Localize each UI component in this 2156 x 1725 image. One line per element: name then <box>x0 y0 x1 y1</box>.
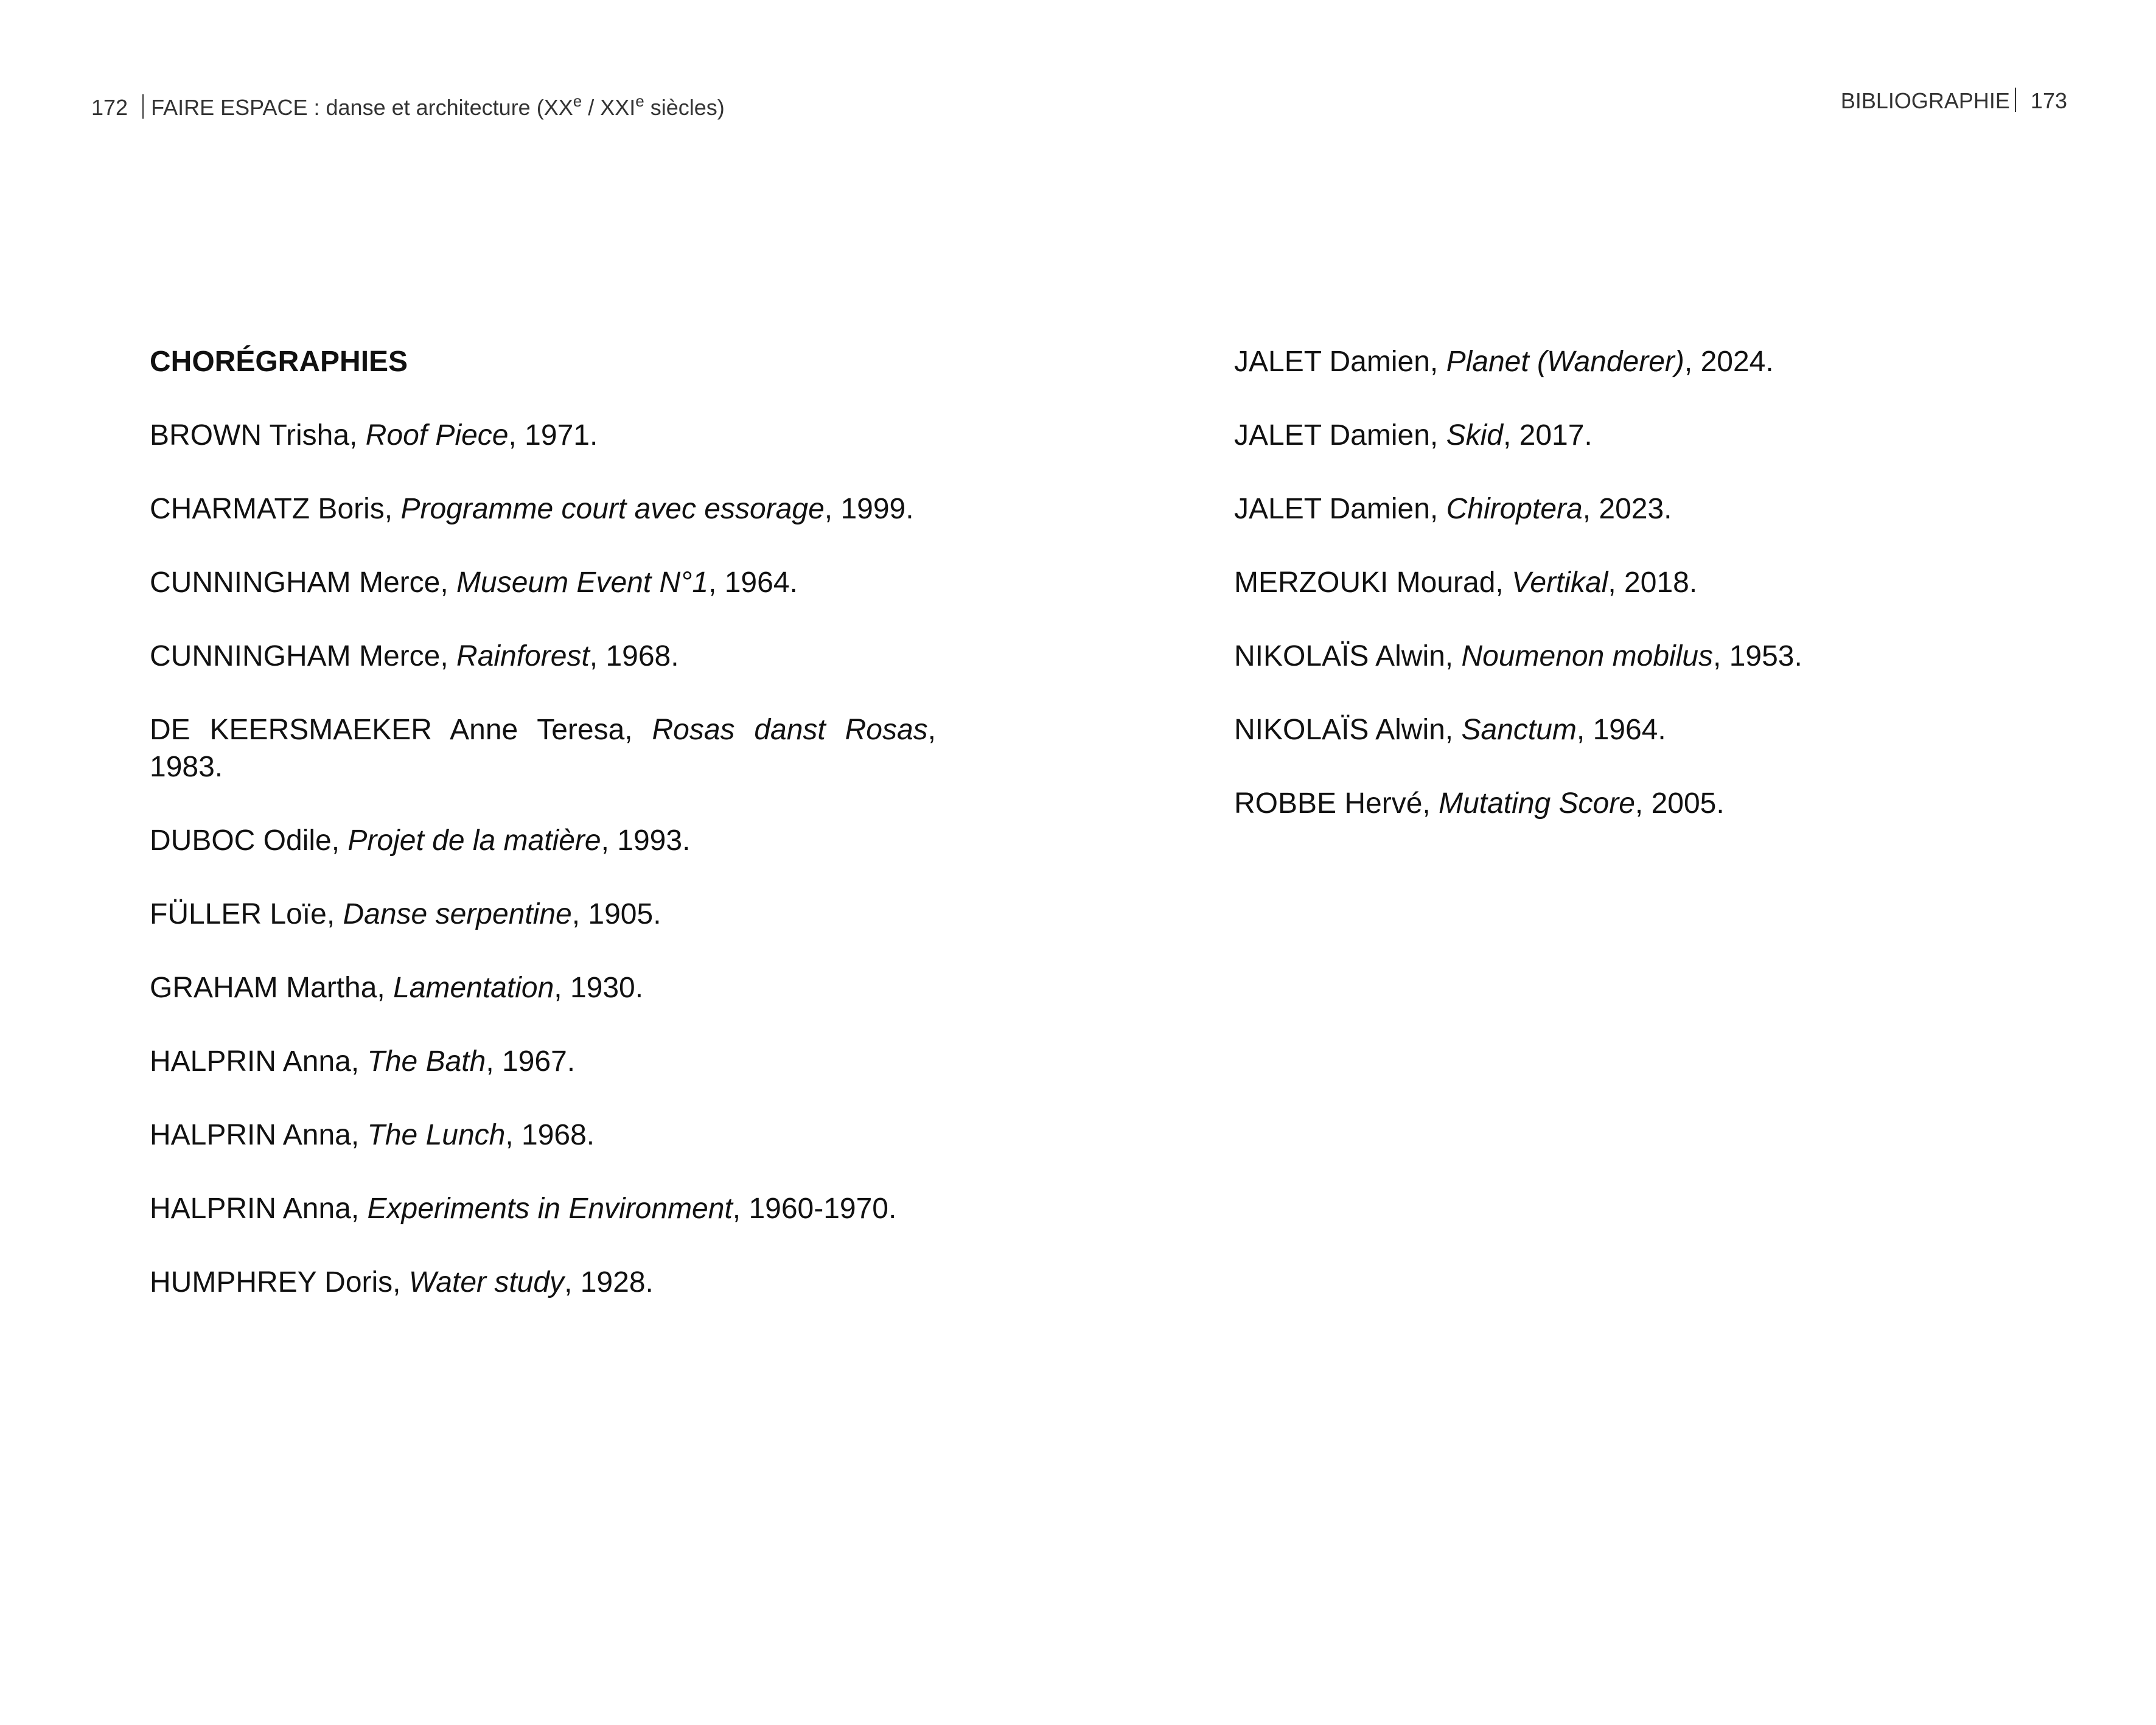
entry-author: GRAHAM Martha, <box>150 972 394 1004</box>
bibliography-entry <box>150 969 936 1006</box>
entry-date: , 2024. <box>1684 346 1774 378</box>
entry-date: , 1967. <box>486 1045 576 1078</box>
entry-author: MERZOUKI Mourad, <box>1234 566 1512 599</box>
left-bibliography-list <box>150 417 936 1301</box>
entry-title: Programme court avec essorage <box>400 493 825 525</box>
entry-title: Rosas danst Rosas <box>652 714 928 746</box>
entry-date: , 2023. <box>1582 493 1672 525</box>
section-title: CHORÉGRAPHIES <box>150 346 408 378</box>
entry-title: Mutating Score <box>1439 787 1635 820</box>
entry-author: HUMPHREY Doris, <box>150 1266 409 1298</box>
entry-author: ROBBE Hervé, <box>1234 787 1439 820</box>
book-title: FAIRE ESPACE : danse et architecture (XXe / XXIe siècles) <box>151 92 725 120</box>
entry-author: FÜLLER Loïe, <box>150 898 343 930</box>
entry-title: Projet de la matière <box>347 824 601 857</box>
entry-date: , 2018. <box>1608 566 1698 599</box>
entry-date: , 1971. <box>508 419 598 451</box>
bibliography-entry <box>150 1264 936 1301</box>
bibliography-entry <box>1234 564 2037 601</box>
entry-date: , 1928. <box>564 1266 654 1298</box>
entry-date: , 1953. <box>1713 640 1802 672</box>
entry-author: JALET Damien, <box>1234 493 1446 525</box>
bibliography-entry <box>150 822 936 859</box>
entry-title: The Bath <box>367 1045 486 1078</box>
bibliography-entry <box>150 711 936 786</box>
entry-date: , 2005. <box>1634 787 1725 820</box>
entry-author: HALPRIN Anna, <box>150 1193 368 1225</box>
right-column <box>1234 343 2037 859</box>
entry-date: , 1930. <box>554 972 644 1004</box>
entry-title: Chiroptera <box>1446 493 1583 525</box>
entry-author: BROWN Trisha, <box>150 419 366 451</box>
bibliography-entry <box>150 1190 936 1227</box>
entry-date: , 1999. <box>824 493 914 525</box>
entry-author: HALPRIN Anna, <box>150 1045 368 1078</box>
page-number-left: 172 <box>91 95 128 120</box>
entry-date: , 1905. <box>571 898 661 930</box>
entry-title: Experiments in Environment <box>367 1193 733 1225</box>
entry-title: The Lunch <box>367 1119 506 1151</box>
entry-author: DE KEERSMAEKER Anne Teresa, <box>150 714 652 746</box>
bibliography-entry <box>1234 343 2037 380</box>
bibliography-entry <box>1234 711 2037 748</box>
entry-title: Vertikal <box>1512 566 1608 599</box>
section-name-header: BIBLIOGRAPHIE <box>1840 88 2010 113</box>
entry-title: Planet (Wanderer) <box>1446 346 1684 378</box>
bibliography-entry <box>150 638 936 675</box>
left-column <box>150 343 936 1337</box>
bibliography-entry <box>150 417 936 454</box>
entry-author: CHARMATZ Boris, <box>150 493 401 525</box>
bibliography-entry <box>1234 417 2037 454</box>
bibliography-entry <box>150 490 936 528</box>
bibliography-entry <box>150 1117 936 1154</box>
running-head-right <box>1841 84 2067 118</box>
entry-title: Lamentation <box>393 972 554 1004</box>
entry-title: Rainforest <box>456 640 590 672</box>
entry-date: , 1968. <box>589 640 679 672</box>
entry-title: Sanctum <box>1461 714 1577 746</box>
entry-title: Danse serpentine <box>343 898 572 930</box>
entry-author: CUNNINGHAM Merce, <box>150 566 457 599</box>
header-divider-left <box>142 94 144 119</box>
entry-title: Roof Piece <box>365 419 509 451</box>
entry-title: Skid <box>1446 419 1503 451</box>
entry-author: NIKOLAÏS Alwin, <box>1234 714 1462 746</box>
header-divider-right <box>2015 88 2016 112</box>
running-head-left <box>91 84 725 125</box>
entry-date: , 1960-1970. <box>732 1193 897 1225</box>
entry-date: , 1964. <box>1576 714 1666 746</box>
entry-author: DUBOC Odile, <box>150 824 348 857</box>
bibliography-entry <box>1234 638 2037 675</box>
entry-date: , 1993. <box>601 824 691 857</box>
bibliography-entry <box>1234 785 2037 822</box>
entry-date: , 1983. <box>150 714 936 783</box>
bibliography-entry <box>150 896 936 933</box>
right-bibliography-list <box>1234 343 2037 822</box>
entry-date: , 1964. <box>708 566 798 599</box>
entry-date: , 1968. <box>505 1119 595 1151</box>
entry-author: JALET Damien, <box>1234 346 1446 378</box>
entry-title: Water study <box>408 1266 565 1298</box>
entry-author: JALET Damien, <box>1234 419 1446 451</box>
entry-author: NIKOLAÏS Alwin, <box>1234 640 1462 672</box>
bibliography-entry <box>1234 490 2037 528</box>
entry-author: HALPRIN Anna, <box>150 1119 368 1151</box>
entry-title: Noumenon mobilus <box>1461 640 1714 672</box>
entry-date: , 2017. <box>1502 419 1593 451</box>
entry-title: Museum Event N°1 <box>456 566 709 599</box>
bibliography-entry <box>150 564 936 601</box>
bibliography-entry <box>150 1043 936 1080</box>
page-number-right: 173 <box>2030 88 2067 113</box>
entry-author: CUNNINGHAM Merce, <box>150 640 457 672</box>
